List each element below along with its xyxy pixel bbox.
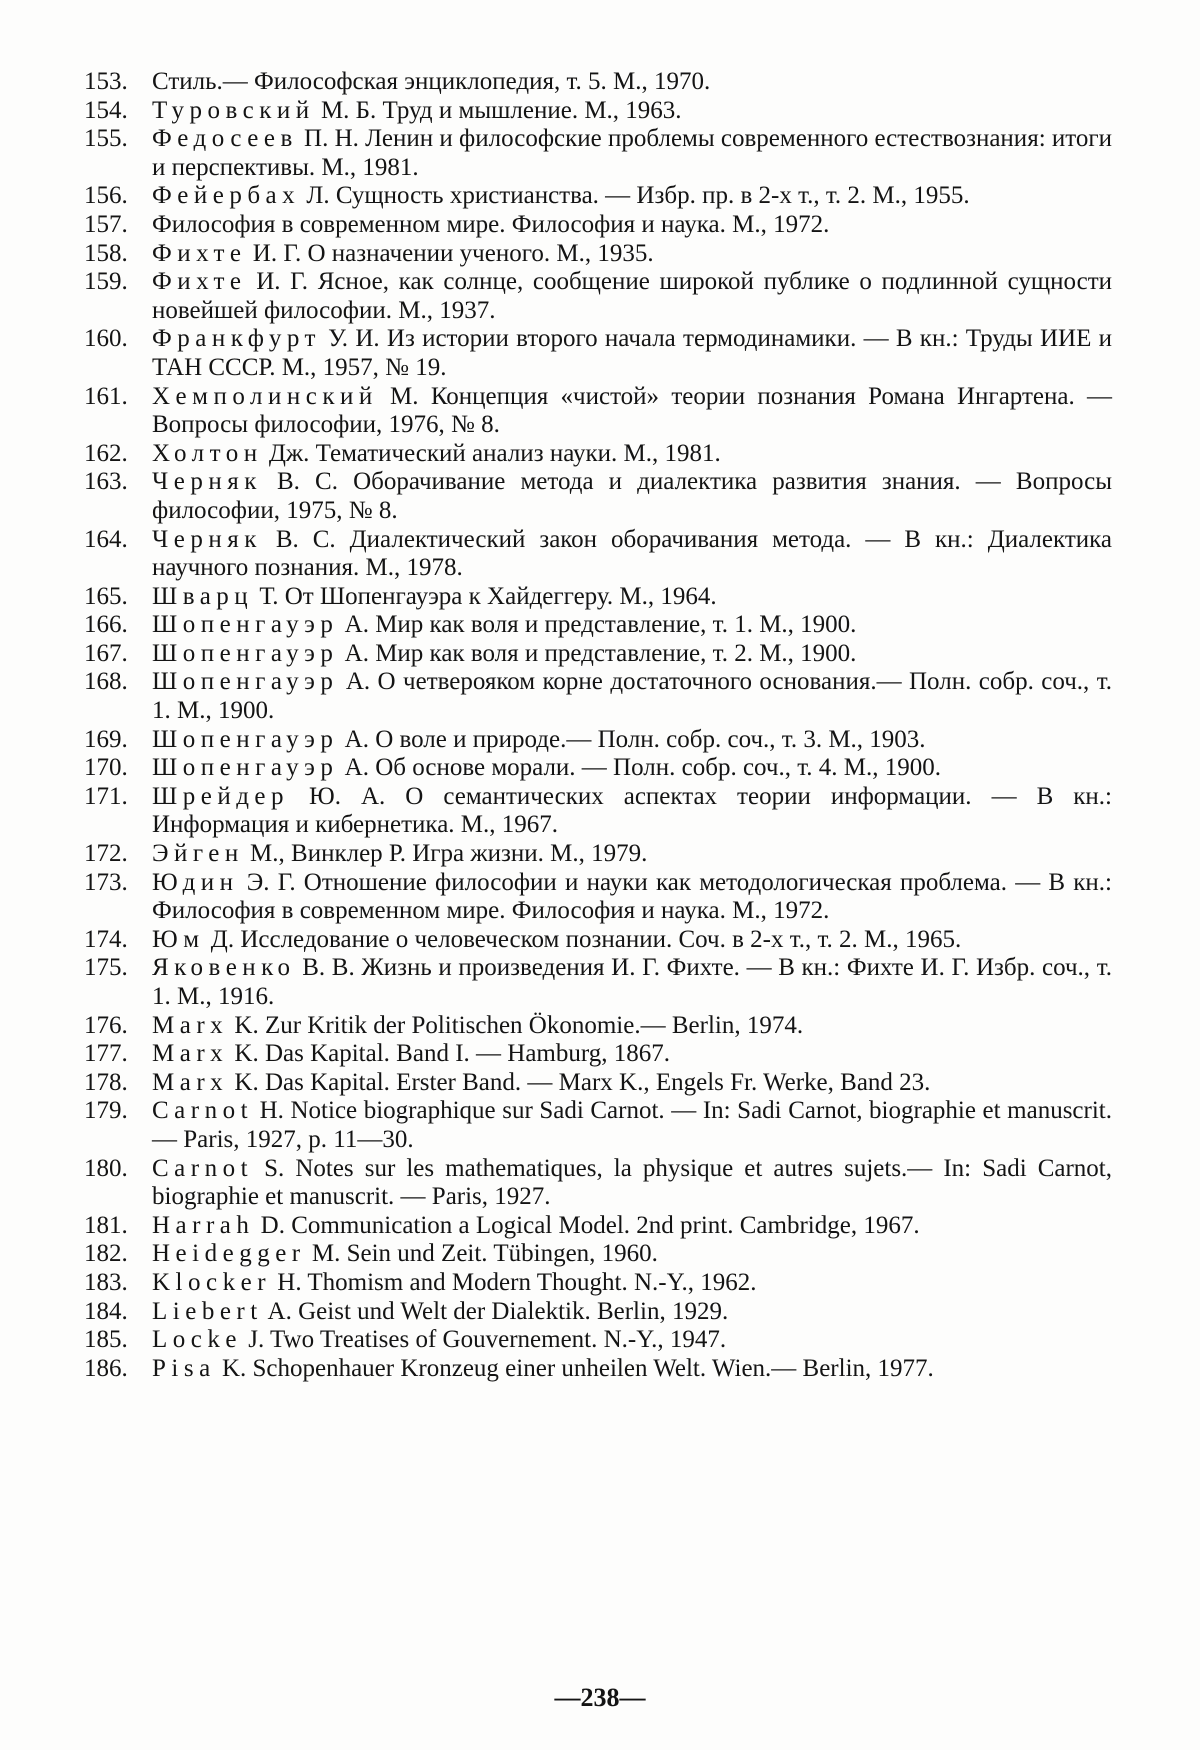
reference-entry	[84, 668, 1112, 725]
reference-author: Шопенгауэр	[152, 668, 339, 696]
reference-text	[152, 468, 1112, 525]
bibliography-list	[84, 68, 1112, 1383]
reference-details: A. Geist und Welt der Dialektik. Berlin, 1929.	[262, 1297, 729, 1325]
reference-text	[152, 383, 1112, 440]
reference-text	[152, 440, 1112, 469]
reference-entry	[84, 383, 1112, 440]
reference-text	[152, 1298, 1112, 1327]
reference-number: 182.	[84, 1240, 128, 1268]
reference-text	[152, 1355, 1112, 1384]
reference-number: 158.	[84, 239, 128, 267]
reference-number: 161.	[84, 382, 128, 410]
reference-number: 177.	[84, 1040, 128, 1068]
reference-details: А. Об основе морали. — Полн. собр. соч., т. 4. М., 1900.	[338, 754, 942, 782]
reference-text	[152, 754, 1112, 783]
reference-text	[152, 1097, 1112, 1154]
reference-details: J. Two Treatises of Gouvernement. N.-Y., 1947.	[241, 1326, 727, 1354]
reference-entry	[84, 1269, 1112, 1298]
reference-entry	[84, 754, 1112, 783]
reference-entry	[84, 268, 1112, 325]
reference-author: Carnot	[152, 1154, 254, 1182]
reference-details: И. Г. Ясное, как солнце, сообщение широкой публике о подлинной сущности новейшей философии. М., 1937.	[152, 268, 1112, 324]
reference-author: Франкфурт	[152, 325, 321, 353]
reference-author: Шопенгауэр	[152, 611, 339, 639]
reference-text	[152, 954, 1112, 1011]
reference-number: 170.	[84, 754, 128, 782]
reference-number: 169.	[84, 725, 128, 753]
reference-entry	[84, 125, 1112, 182]
reference-author: Фихте	[152, 239, 247, 267]
reference-details: И. Г. О назначении ученого. М., 1935.	[246, 239, 654, 267]
reference-text	[152, 526, 1112, 583]
reference-author: Klocker	[152, 1268, 272, 1296]
reference-text	[152, 97, 1112, 126]
reference-details: Дж. Тематический анализ науки. М., 1981.	[262, 439, 721, 467]
reference-number: 174.	[84, 925, 128, 953]
reference-details: S. Notes sur les mathematiques, la physique et autres sujets.— In: Sadi Carnot, biographie et manuscrit. — Paris, 1927.	[152, 1154, 1112, 1211]
reference-entry	[84, 926, 1112, 955]
reference-details: В. С. Диалектический закон оборачивания метода. — В кн.: Диалектика научного познания. М., 1978.	[152, 525, 1112, 582]
reference-details: K. Das Kapital. Band I. — Hamburg, 1867.	[228, 1040, 670, 1068]
reference-text	[152, 325, 1112, 382]
reference-entry	[84, 1326, 1112, 1355]
reference-author: Эйген	[152, 840, 244, 868]
reference-author: Marx	[152, 1068, 229, 1096]
reference-text	[152, 1269, 1112, 1298]
reference-author: Liebert	[152, 1297, 263, 1325]
reference-details: Л. Сущность христианства. — Избр. пр. в 2-х т., т. 2. М., 1955.	[300, 182, 970, 210]
reference-entry	[84, 1155, 1112, 1212]
reference-entry	[84, 1298, 1112, 1327]
reference-author: Шопенгауэр	[152, 754, 339, 782]
reference-author: Хемполинский	[152, 382, 378, 410]
reference-entry	[84, 68, 1112, 97]
reference-text	[152, 125, 1112, 182]
reference-number: 172.	[84, 840, 128, 868]
reference-number: 153.	[84, 68, 128, 95]
reference-text	[152, 211, 1112, 240]
reference-number: 175.	[84, 954, 128, 982]
reference-entry	[84, 1212, 1112, 1241]
reference-entry	[84, 840, 1112, 869]
reference-number: 156.	[84, 182, 128, 210]
reference-details: Э. Г. Отношение философии и науки как методологическая проблема. — В кн.: Философия в современном мире. Философия и наука. М., 1972.	[152, 868, 1112, 925]
reference-details: M. Sein und Zeit. Tübingen, 1960.	[305, 1240, 658, 1268]
reference-number: 184.	[84, 1297, 128, 1325]
reference-number: 162.	[84, 439, 128, 467]
reference-number: 159.	[84, 268, 128, 296]
reference-details: K. Zur Kritik der Politischen Ökonomie.— Berlin, 1974.	[228, 1011, 804, 1039]
reference-entry	[84, 325, 1112, 382]
reference-details: У. И. Из истории второго начала термодинамики. — В кн.: Труды ИИЕ и ТАН СССР. М., 1957, № 19.	[152, 325, 1112, 381]
reference-text	[152, 840, 1112, 869]
reference-entry	[84, 211, 1112, 240]
reference-number: 155.	[84, 125, 128, 153]
reference-author: Locke	[152, 1326, 242, 1354]
reference-text	[152, 783, 1112, 840]
reference-details: П. Н. Ленин и философские проблемы современного естествознания: итоги и перспективы. М., 1981.	[152, 125, 1112, 181]
reference-text	[152, 926, 1112, 955]
reference-details: Д. Исследование о человеческом познании. Соч. в 2-х т., т. 2. М., 1965.	[204, 925, 962, 953]
reference-entry	[84, 1097, 1112, 1154]
reference-author: Федосеев	[152, 125, 298, 153]
reference-author: Фейербах	[152, 182, 301, 210]
reference-number: 167.	[84, 639, 128, 667]
reference-author: Шрейдер	[152, 782, 290, 810]
reference-details: В. В. Жизнь и произведения И. Г. Фихте. — В кн.: Фихте И. Г. Избр. соч., т. 1. М., 1916.	[152, 954, 1112, 1010]
reference-author: Холтон	[152, 439, 263, 467]
page-number: —238—	[554, 1683, 646, 1712]
reference-number: 180.	[84, 1154, 128, 1182]
reference-text	[152, 268, 1112, 325]
reference-entry	[84, 611, 1112, 640]
reference-text	[152, 1155, 1112, 1212]
reference-text	[152, 182, 1112, 211]
reference-number: 168.	[84, 668, 128, 696]
reference-number: 165.	[84, 582, 128, 610]
reference-author: Marx	[152, 1040, 229, 1068]
reference-author: Юдин	[152, 868, 239, 896]
reference-author: Фихте	[152, 268, 247, 296]
reference-number: 171.	[84, 782, 128, 810]
reference-number: 181.	[84, 1211, 128, 1239]
reference-details: Стиль.— Философская энциклопедия, т. 5. М., 1970.	[152, 68, 711, 95]
reference-author: Туровский	[152, 96, 315, 124]
reference-number: 163.	[84, 468, 128, 496]
reference-author: Яковенко	[152, 954, 296, 982]
reference-text	[152, 1326, 1112, 1355]
reference-entry	[84, 97, 1112, 126]
reference-details: Философия в современном мире. Философия и наука. М., 1972.	[152, 210, 830, 238]
reference-entry	[84, 240, 1112, 269]
reference-entry	[84, 526, 1112, 583]
reference-details: D. Communication a Logical Model. 2nd print. Cambridge, 1967.	[254, 1211, 920, 1239]
reference-text	[152, 1069, 1112, 1098]
reference-author: Heidegger	[152, 1240, 306, 1268]
reference-number: 178.	[84, 1068, 128, 1096]
reference-text	[152, 1240, 1112, 1269]
reference-details: Ю. А. О семантических аспектах теории информации. — В кн.: Информация и кибернетика. М., 1967.	[152, 782, 1112, 839]
reference-entry	[84, 783, 1112, 840]
reference-details: А. О воле и природе.— Полн. собр. соч., т. 3. М., 1903.	[338, 725, 926, 753]
reference-text	[152, 726, 1112, 755]
reference-author: Черняк	[152, 468, 262, 496]
reference-entry	[84, 1240, 1112, 1269]
reference-entry	[84, 1012, 1112, 1041]
reference-text	[152, 1012, 1112, 1041]
reference-entry	[84, 1355, 1112, 1384]
reference-text	[152, 1212, 1112, 1241]
reference-number: 173.	[84, 868, 128, 896]
reference-details: Т. От Шопенгауэра к Хайдеггеру. М., 1964.	[253, 582, 717, 610]
reference-number: 186.	[84, 1354, 128, 1382]
reference-number: 154.	[84, 96, 128, 124]
reference-number: 176.	[84, 1011, 128, 1039]
reference-entry	[84, 640, 1112, 669]
reference-number: 160.	[84, 325, 128, 353]
reference-author: Pisa	[152, 1354, 216, 1382]
reference-number: 166.	[84, 611, 128, 639]
reference-author: Шопенгауэр	[152, 639, 339, 667]
reference-text	[152, 640, 1112, 669]
reference-details: В. С. Оборачивание метода и диалектика развития знания. — Вопросы философии, 1975, № 8.	[152, 468, 1112, 524]
reference-details: А. Мир как воля и представление, т. 2. М., 1900.	[338, 639, 857, 667]
reference-entry	[84, 468, 1112, 525]
reference-entry	[84, 583, 1112, 612]
reference-details: А. Мир как воля и представление, т. 1. М., 1900.	[338, 611, 857, 639]
reference-text	[152, 240, 1112, 269]
reference-entry	[84, 1040, 1112, 1069]
reference-author: Harrah	[152, 1211, 255, 1239]
reference-text	[152, 68, 1112, 97]
reference-number: 179.	[84, 1097, 128, 1125]
reference-number: 183.	[84, 1268, 128, 1296]
reference-details: М., Винклер Р. Игра жизни. М., 1979.	[243, 840, 648, 868]
reference-entry	[84, 1069, 1112, 1098]
reference-entry	[84, 869, 1112, 926]
reference-number: 164.	[84, 525, 128, 553]
reference-entry	[84, 954, 1112, 1011]
reference-author: Черняк	[152, 525, 262, 553]
reference-text	[152, 611, 1112, 640]
reference-text	[152, 583, 1112, 612]
reference-text	[152, 1040, 1112, 1069]
reference-author: Шопенгауэр	[152, 725, 339, 753]
reference-author: Carnot	[152, 1097, 254, 1125]
reference-details: H. Notice biographique sur Sadi Carnot. — In: Sadi Carnot, biographie et manuscrit. — Paris, 1927, p. 11—30.	[152, 1097, 1112, 1153]
reference-entry	[84, 440, 1112, 469]
reference-entry	[84, 726, 1112, 755]
reference-entry	[84, 182, 1112, 211]
reference-author: Marx	[152, 1011, 229, 1039]
reference-text	[152, 869, 1112, 926]
reference-details: М. Б. Труд и мышление. М., 1963.	[314, 96, 682, 124]
reference-details: K. Das Kapital. Erster Band. — Marx K., Engels Fr. Werke, Band 23.	[228, 1068, 931, 1096]
reference-number: 185.	[84, 1326, 128, 1354]
reference-author: Юм	[152, 925, 205, 953]
reference-details: А. О четверояком корне достаточного основания.— Полн. собр. соч., т. 1. М., 1900.	[152, 668, 1112, 725]
reference-details: K. Schopenhauer Kronzeug einer unheilen Welt. Wien.— Berlin, 1977.	[215, 1354, 934, 1382]
reference-author: Шварц	[152, 582, 254, 610]
reference-details: М. Концепция «чистой» теории познания Романа Ингартена. — Вопросы философии, 1976, № 8.	[152, 382, 1112, 439]
reference-number: 157.	[84, 210, 128, 238]
reference-text	[152, 668, 1112, 725]
reference-details: H. Thomism and Modern Thought. N.-Y., 1962.	[271, 1268, 757, 1296]
